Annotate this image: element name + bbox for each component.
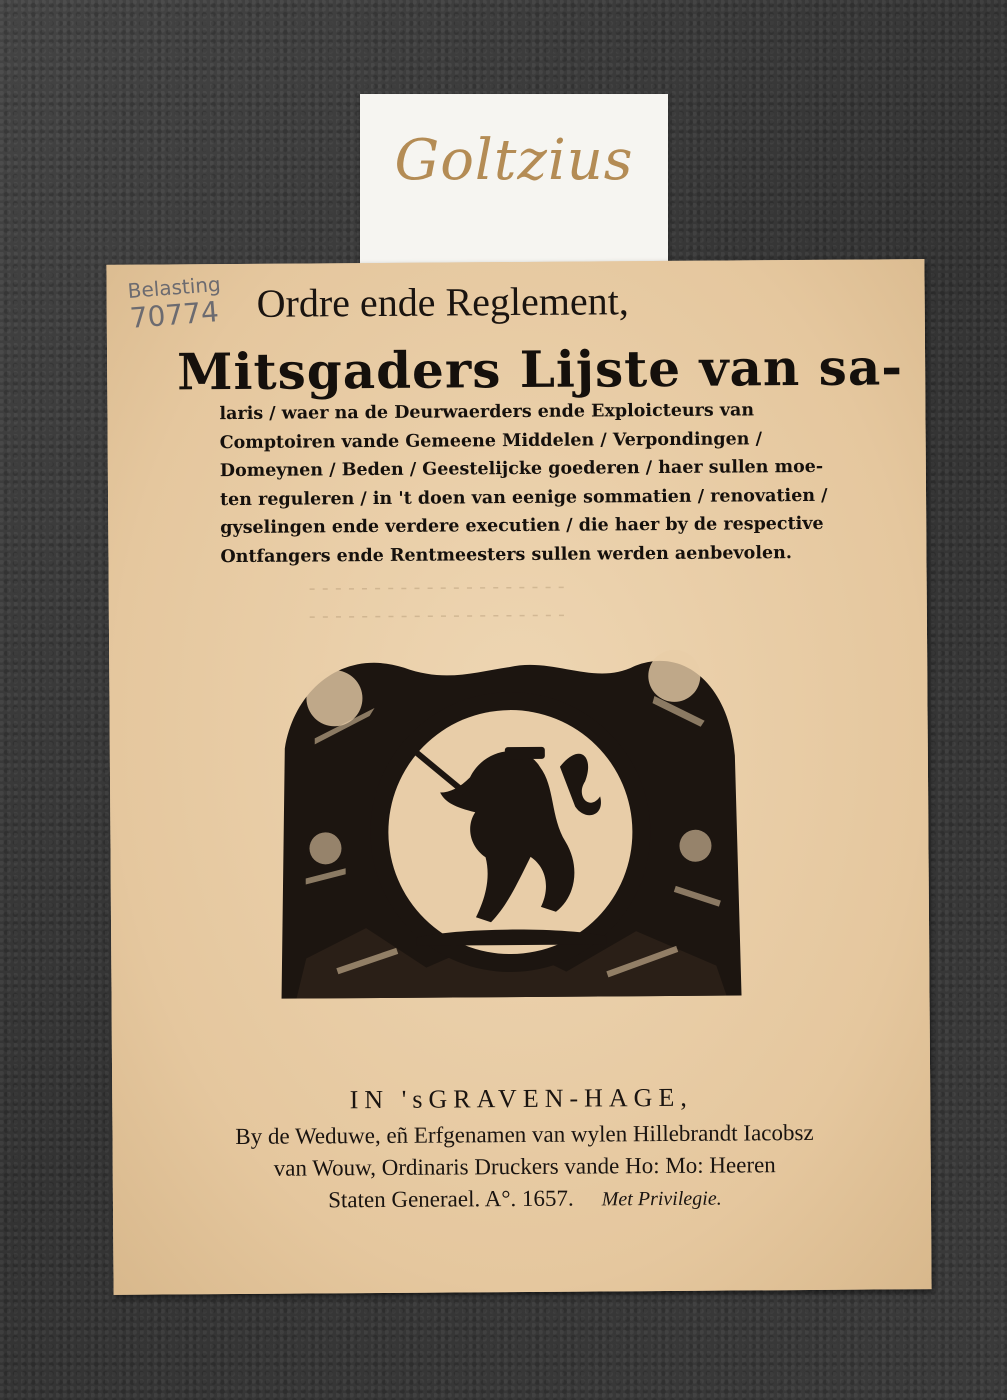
body-line: Comptoiren vande Gemeene Middelen / Verpondingen / bbox=[219, 428, 763, 453]
goltzius-label-card bbox=[360, 94, 668, 272]
body-line: laris / waer na de Deurwaerders ende Exploicteurs van bbox=[219, 400, 755, 425]
imprint-date: Staten Generael. A°. 1657. bbox=[328, 1185, 574, 1213]
imprint-line-1: By de Weduwe, eñ Erfgenamen van wylen Hillebrandt Iacobsz bbox=[235, 1119, 814, 1149]
blackletter-title: Mitsgaders Lijste van sa- bbox=[176, 337, 904, 402]
title-body bbox=[219, 396, 840, 571]
goltzius-label: Goltzius bbox=[394, 128, 634, 193]
pencil-number: 70774 bbox=[128, 295, 220, 335]
lion-woodcut-emblem bbox=[274, 625, 747, 1008]
imprint-line-2: van Wouw, Ordinaris Druckers vande Ho: Mo: Heeren bbox=[273, 1152, 776, 1181]
pencil-annotation bbox=[126, 271, 224, 335]
body-line: ten reguleren / in 't doen van eenige sommatien / renovatien / bbox=[219, 485, 828, 510]
body-line: gyselingen ende verdere executien / die haer by de respective bbox=[220, 513, 824, 539]
imprint-line-3 bbox=[185, 1184, 865, 1215]
title-page bbox=[106, 259, 931, 1295]
privilege-note: Met Privilegie. bbox=[601, 1187, 722, 1211]
imprint-place: IN 'sGRAVEN-HAGE, bbox=[349, 1082, 693, 1115]
show-through-text: - - - - - - - - - - - - - - - - - - - - - - - - - - - - - - - - - - - - - - - - bbox=[308, 573, 565, 628]
body-line: Ontfangers ende Rentmeesters sullen werden aenbevolen. bbox=[220, 542, 792, 567]
pencil-word: Belasting bbox=[126, 271, 222, 303]
body-line: Domeynen / Beden / Geestelijcke goederen / haer sullen moe- bbox=[219, 456, 824, 482]
title-heading: Ordre ende Reglement, bbox=[256, 278, 629, 326]
